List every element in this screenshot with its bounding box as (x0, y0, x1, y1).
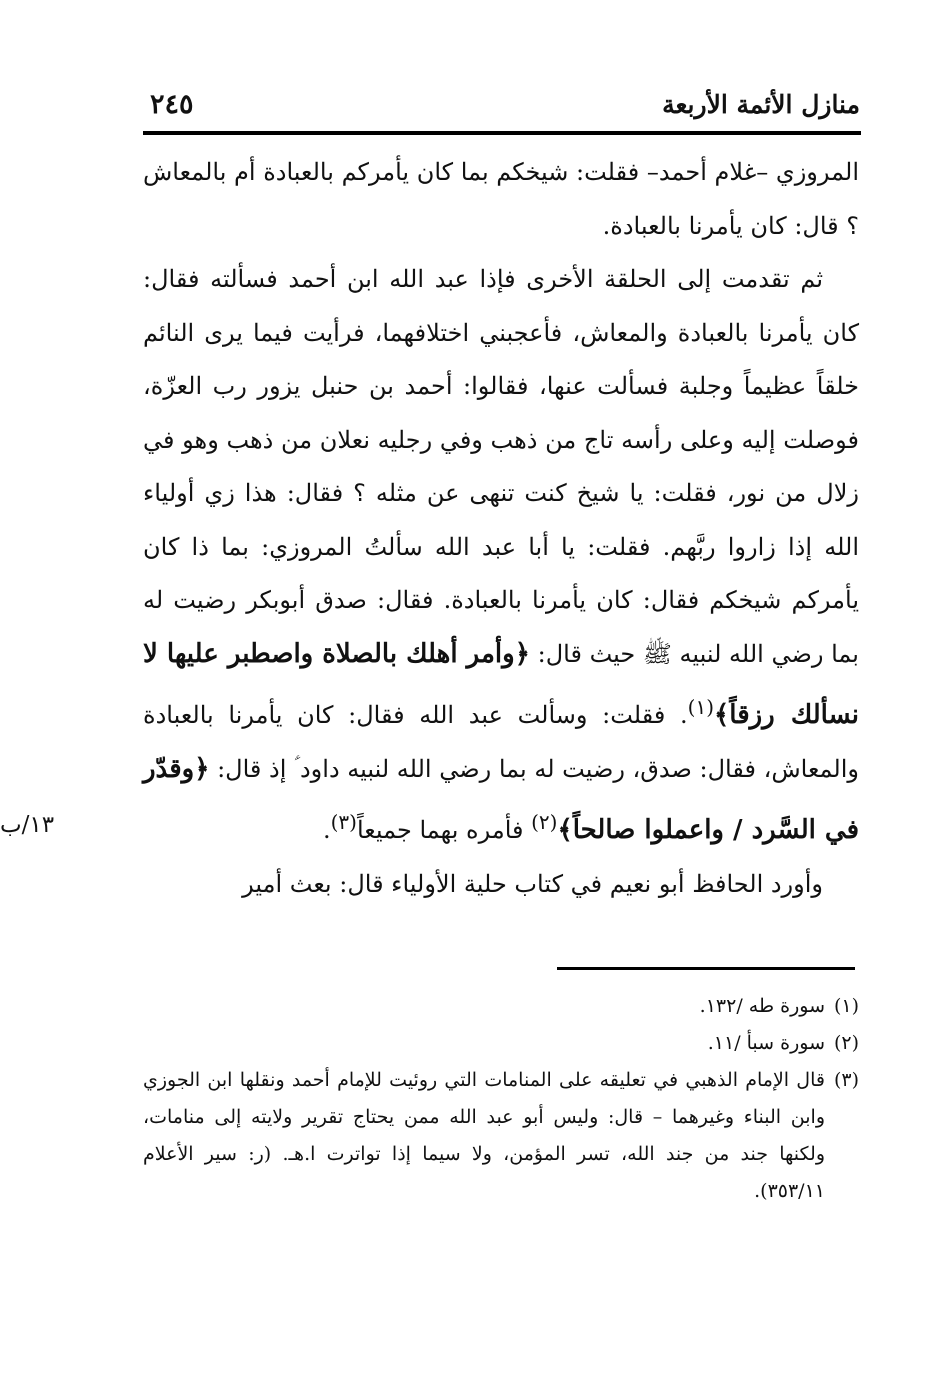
footnote-number: (٢) (833, 1032, 859, 1054)
footnote-text: سورة طه /١٣٢. (699, 995, 825, 1017)
footnotes (143, 988, 859, 1210)
paragraph-1 (143, 146, 859, 253)
running-title: منازل الأئمة الأربعة (662, 89, 860, 119)
quran-verse-2: ﴿وقدّر في السَّرد / واعملوا صالحاً﴾ (143, 753, 859, 845)
footnote-separator (557, 967, 855, 970)
footnote-text: سورة سبأ /١١. (707, 1032, 825, 1054)
footnote-ref-1: (١) (687, 695, 715, 719)
running-head (150, 82, 860, 126)
body-text (143, 146, 859, 911)
paragraph-2-end: فأمره بهما جميعاً (356, 816, 532, 844)
paragraph-2-continued: . فقلت: وسألت عبد الله فقال: كان يأمرنا بالعبادة والمعاش، فقال: صدق، رضيت له بما رضي الله لنبيه داود ؑ إذ قال: (143, 701, 859, 783)
paragraph-2-period: . (322, 816, 331, 844)
footnote-ref-3: (٣) (330, 810, 357, 834)
footnote-number: (٣) (833, 1069, 859, 1091)
footnote-3 (143, 1062, 859, 1210)
footnote-text: قال الإمام الذهبي في تعليقه على المنامات التي روئيت للإمام أحمد ونقلها ابن الجوزي وابن البناء وغيرهما – قال: وليس أبو عبد الله ممن يحتاج تقرير ولايته إلى منامات، ولكنها جند من جند الله، تسر المؤمن، ولا سيما إذا تواترت ا.هـ. (ر: سير الأعلام ٣٥٣/١١). (143, 1069, 825, 1202)
quran-verse-1: ﴿وأمر أهلك بالصلاة واصطبر عليها لا نسألك رزقاً﴾ (143, 638, 860, 730)
paragraph-2 (143, 253, 859, 858)
paragraph-1-text: المروزي –غلام أحمد– فقلت: شيخكم بما كان يأمركم بالعبادة أم بالمعاش ؟ قال: كان يأمرنا بالعبادة. (143, 158, 859, 240)
header-rule (143, 131, 861, 135)
manuscript-folio-note: ١٣/ب (0, 812, 55, 838)
footnote-1 (143, 988, 859, 1025)
footnote-number: (١) (833, 995, 859, 1017)
paragraph-3 (143, 858, 859, 912)
paragraph-2-text: ثم تقدمت إلى الحلقة الأخرى فإذا عبد الله ابن أحمد فسألته فقال: كان يأمرنا بالعبادة والمعاش، فأعجبني اختلافهما، فرأيت فيما يرى النائم خلقاً عظيماً وجلبة فسألت عنها، فقالوا: أحمد بن حنبل يزور رب العزّة، فوصلت إليه وعلى رأسه تاج من ذهب وفي رجليه نعلان من ذهب وهو في زلال من نور، فقلت: يا شيخ كنت تنهى عن مثله ؟ فقال: هذا زي أولياء الله إذا زاروا ربَّهم. فقلت: يا أبا عبد الله سألتُ المروزي: بما ذا كان يأمركم شيخكم فقال: كان يأمرنا بالعبادة. فقال: صدق أبوبكر رضيت له بما رضي الله لنبيه ﷺ حيث قال: (143, 265, 859, 668)
page-number: ٢٤٥ (150, 88, 194, 120)
footnote-2 (143, 1025, 859, 1062)
footnote-ref-2: (٢) (531, 810, 558, 834)
paragraph-3-text: وأورد الحافظ أبو نعيم في كتاب حلية الأولياء قال: بعث أمير (242, 869, 823, 898)
